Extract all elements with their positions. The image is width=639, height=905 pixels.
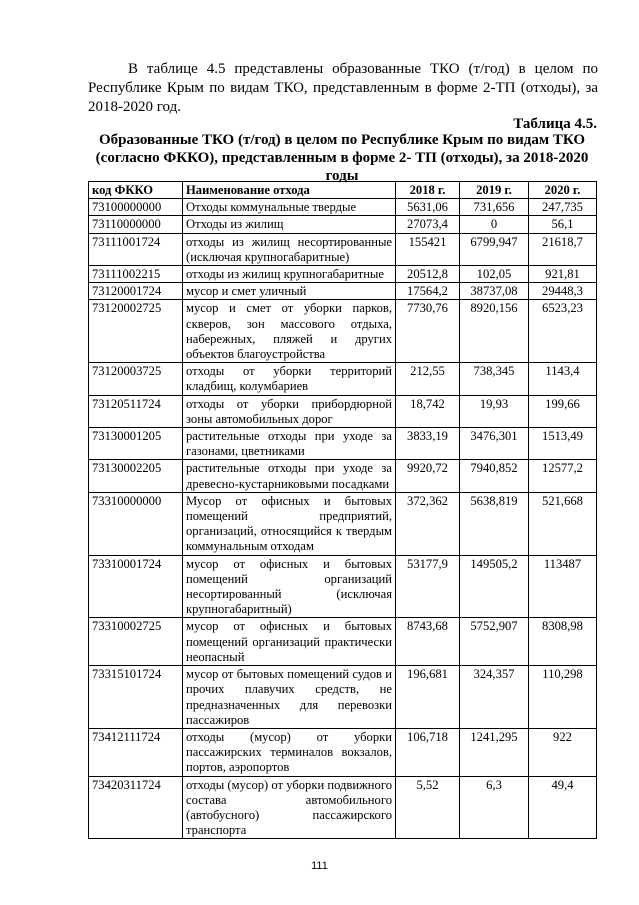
cell-name: мусор и смет от уборки парков, скверов, зон массового отдыха, набережных, пляжей и других объектов благоустройства [183, 300, 396, 363]
page-number: 111 [311, 860, 328, 872]
table-row [89, 216, 597, 233]
cell-2019: 5752,907 [460, 618, 529, 666]
cell-2020: 521,668 [529, 492, 597, 555]
cell-2020: 8308,98 [529, 618, 597, 666]
cell-code: 73130001205 [89, 428, 183, 460]
cell-2019: 149505,2 [460, 555, 529, 618]
header-2020: 2020 г. [529, 182, 597, 199]
cell-code: 73120511724 [89, 395, 183, 427]
cell-2018: 18,742 [396, 395, 460, 427]
cell-2018: 372,362 [396, 492, 460, 555]
cell-name: отходы (мусор) от уборки пассажирских терминалов вокзалов, портов, аэропортов [183, 728, 396, 776]
cell-2019: 8920,156 [460, 300, 529, 363]
cell-2020: 1513,49 [529, 428, 597, 460]
cell-2020: 49,4 [529, 776, 597, 839]
table-row [89, 363, 597, 395]
cell-2018: 5631,06 [396, 199, 460, 216]
cell-name: Отходы коммунальные твердые [183, 199, 396, 216]
cell-2018: 53177,9 [396, 555, 460, 618]
cell-name: растительные отходы при уходе за древесно-кустарниковыми посадками [183, 460, 396, 492]
cell-code: 73111001724 [89, 233, 183, 265]
cell-name: мусор от офисных и бытовых помещений организаций практически неопасный [183, 618, 396, 666]
cell-2019: 102,05 [460, 266, 529, 283]
table-row [89, 233, 597, 265]
cell-2020: 1143,4 [529, 363, 597, 395]
cell-2020: 922 [529, 728, 597, 776]
table-number: Таблица 4.5. [513, 116, 597, 132]
cell-2020: 110,298 [529, 666, 597, 729]
table-row [89, 618, 597, 666]
cell-2018: 8743,68 [396, 618, 460, 666]
table-row [89, 728, 597, 776]
header-name: Наименование отхода [183, 182, 396, 199]
cell-2020: 113487 [529, 555, 597, 618]
cell-code: 73310002725 [89, 618, 183, 666]
cell-2019: 738,345 [460, 363, 529, 395]
cell-2019: 0 [460, 216, 529, 233]
cell-name: мусор и смет уличный [183, 283, 396, 300]
waste-table [88, 181, 597, 839]
table-row [89, 428, 597, 460]
cell-2020: 12577,2 [529, 460, 597, 492]
table-row [89, 199, 597, 216]
cell-name: Отходы из жилищ [183, 216, 396, 233]
cell-2020: 247,735 [529, 199, 597, 216]
cell-name: отходы от уборки прибордюрной зоны автомобильных дорог [183, 395, 396, 427]
cell-2018: 106,718 [396, 728, 460, 776]
cell-code: 73315101724 [89, 666, 183, 729]
cell-2020: 29448,3 [529, 283, 597, 300]
cell-name: отходы из жилищ несортированные (исключая крупногабаритные) [183, 233, 396, 265]
cell-2020: 21618,7 [529, 233, 597, 265]
cell-2018: 9920,72 [396, 460, 460, 492]
cell-code: 73310000000 [89, 492, 183, 555]
cell-name: отходы из жилищ крупногабаритные [183, 266, 396, 283]
cell-code: 73120002725 [89, 300, 183, 363]
cell-2019: 6,3 [460, 776, 529, 839]
table-row [89, 300, 597, 363]
cell-2019: 5638,819 [460, 492, 529, 555]
cell-code: 73120003725 [89, 363, 183, 395]
header-2019: 2019 г. [460, 182, 529, 199]
table-row [89, 460, 597, 492]
cell-2018: 196,681 [396, 666, 460, 729]
cell-2019: 731,656 [460, 199, 529, 216]
cell-2019: 324,357 [460, 666, 529, 729]
cell-2019: 1241,295 [460, 728, 529, 776]
cell-2018: 7730,76 [396, 300, 460, 363]
cell-2018: 212,55 [396, 363, 460, 395]
cell-2019: 19,93 [460, 395, 529, 427]
cell-2018: 5,52 [396, 776, 460, 839]
header-code: код ФККО [89, 182, 183, 199]
cell-2020: 921,81 [529, 266, 597, 283]
cell-2019: 38737,08 [460, 283, 529, 300]
cell-2018: 3833,19 [396, 428, 460, 460]
cell-2019: 6799,947 [460, 233, 529, 265]
cell-2020: 56,1 [529, 216, 597, 233]
cell-code: 73420311724 [89, 776, 183, 839]
cell-name: растительные отходы при уходе за газонами, цветниками [183, 428, 396, 460]
cell-2018: 17564,2 [396, 283, 460, 300]
cell-name: отходы от уборки территорий кладбищ, колумбариев [183, 363, 396, 395]
table-row [89, 555, 597, 618]
cell-code: 73412111724 [89, 728, 183, 776]
cell-2020: 199,66 [529, 395, 597, 427]
intro-paragraph: В таблице 4.5 представлены образованные ТКО (т/год) в целом по Республике Крым по видам ТКО, представленным в форме 2-ТП (отходы), за 2018-2020 год. [88, 61, 598, 115]
cell-2019: 3476,301 [460, 428, 529, 460]
table-row [89, 266, 597, 283]
cell-code: 73111002215 [89, 266, 183, 283]
table-header-row [89, 182, 597, 199]
cell-name: Мусор от офисных и бытовых помещений предприятий, организаций, относящийся к твердым коммунальным отходам [183, 492, 396, 555]
cell-2018: 27073,4 [396, 216, 460, 233]
cell-name: мусор от бытовых помещений судов и прочих плавучих средств, не предназначенных для перевозки пассажиров [183, 666, 396, 729]
cell-2019: 7940,852 [460, 460, 529, 492]
cell-code: 73130002205 [89, 460, 183, 492]
header-2018: 2018 г. [396, 182, 460, 199]
table-caption: Образованные ТКО (т/год) в целом по Республике Крым по видам ТКО (согласно ФККО), представленным в форме 2- ТП (отходы), за 2018-2020 годы [95, 132, 589, 184]
cell-code: 73120001724 [89, 283, 183, 300]
cell-name: мусор от офисных и бытовых помещений организаций несортированный (исключая крупногабаритный) [183, 555, 396, 618]
cell-code: 73310001724 [89, 555, 183, 618]
table-row [89, 666, 597, 729]
table-row [89, 283, 597, 300]
table-row [89, 395, 597, 427]
table-row [89, 492, 597, 555]
cell-code: 73100000000 [89, 199, 183, 216]
cell-2018: 155421 [396, 233, 460, 265]
cell-name: отходы (мусор) от уборки подвижного состава автомобильного (автобусного) пассажирского транспорта [183, 776, 396, 839]
cell-2020: 6523,23 [529, 300, 597, 363]
cell-code: 73110000000 [89, 216, 183, 233]
cell-2018: 20512,8 [396, 266, 460, 283]
table-row [89, 776, 597, 839]
